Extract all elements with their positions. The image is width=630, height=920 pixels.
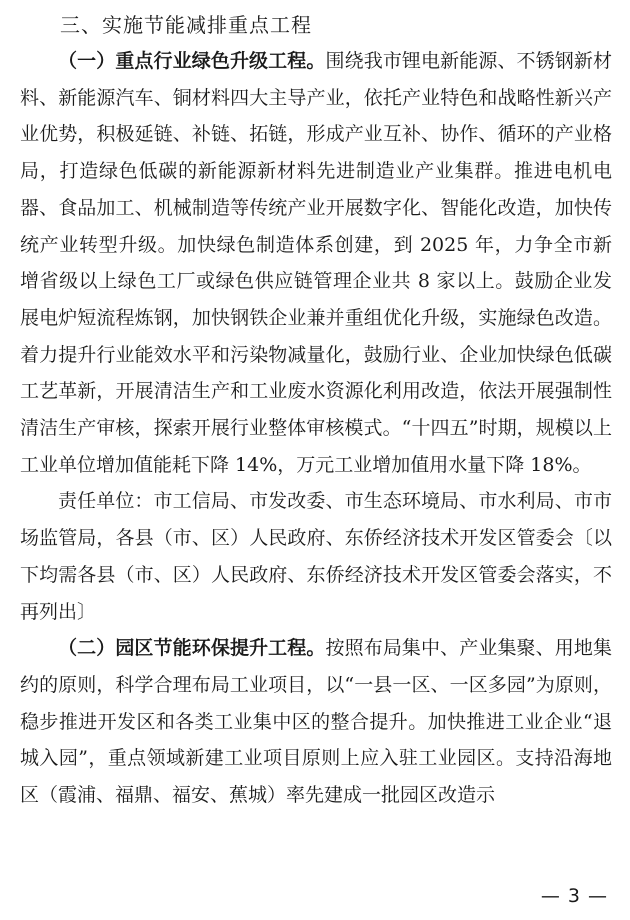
paragraph-responsible-units [20,483,612,630]
paragraph-lead-heading: （二）园区节能环保提升工程。 [58,637,326,660]
paragraph-text: 按照布局集中、产业集聚、用地集约的原则，科学合理布局工业项目，以“一县一区、一区多园”为原则，稳步推进开发区和各类工业集中区的整合提升。加快推进工业企业“退城入园”，重点领域新建工业项目原则上应入驻工业园区。支持沿海地区（霞浦、福鼎、福安、蕉城）率先建成一批园区改造示 [20,637,612,807]
page-number: — 3 — [540,885,608,907]
paragraph-text: 责任单位：市工信局、市发改委、市生态环境局、市水利局、市市场监管局，各县（市、区）人民政府、东侨经济技术开发区管委会〔以下均需各县（市、区）人民政府、东侨经济技术开发区管委会落实，不再列出〕 [20,490,612,623]
paragraph-lead-heading: （一）重点行业绿色升级工程。 [58,50,326,72]
document-body [20,43,612,814]
paragraph-park-energy-saving [20,630,612,814]
paragraph-industry-green-upgrade [20,43,612,483]
section-heading: 三、实施节能减排重点工程 [60,13,312,37]
paragraph-text: 围绕我市锂电新能源、不锈钢新材料、新能源汽车、铜材料四大主导产业，依托产业特色和战略性新兴产业优势，积极延链、补链、拓链，形成产业互补、协作、循环的产业格局，打造绿色低碳的新能源新材料先进制造业产业集群。推进电机电器、食品加工、机械制造等传统产业开展数字化、智能化改造，加快传统产业转型升级。加快绿色制造体系创建，到 2025 年，力争全市新增省级以上绿色工厂或绿色供应链管理企业共 8 家以上。鼓励企业发展电炉短流程炼钢，加快钢铁企业兼并重组优化升级，实施绿色改造。着力提升行业能效水平和污染物减量化，鼓励行业、企业加快绿色低碳工艺革新，开展清洁生产和工业废水资源化利用改造，依法开展强制性清洁生产审核，探索开展行业整体审核模式。“十四五”时期，规模以上工业单位增加值能耗下降 14%，万元工业增加值用水量下降 18%。 [20,50,612,476]
